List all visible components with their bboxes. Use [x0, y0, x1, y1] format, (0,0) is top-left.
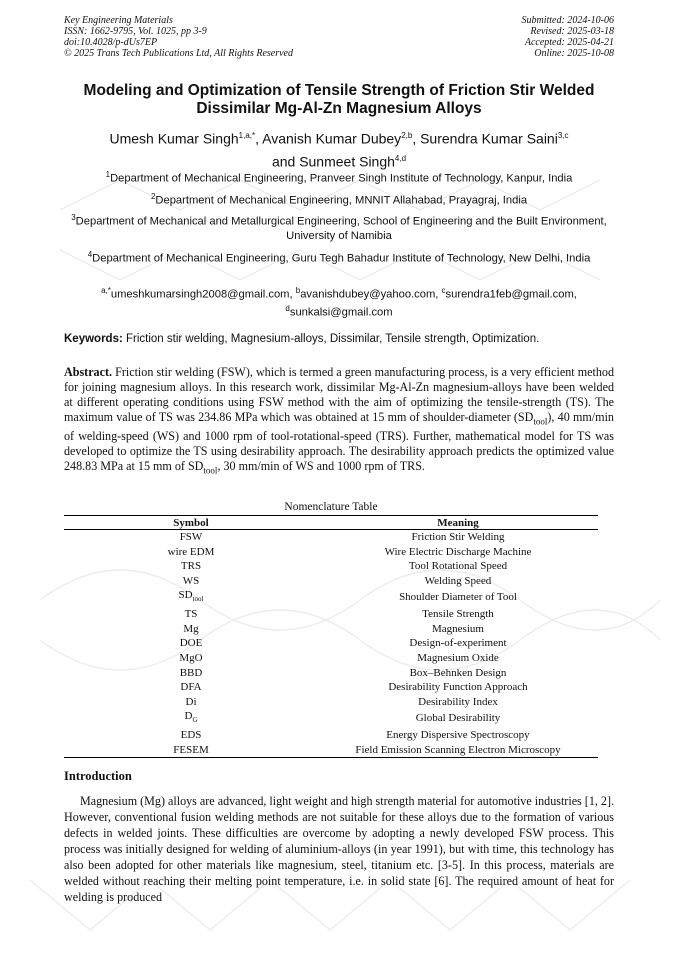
online-date: Online: 2025-10-08: [534, 48, 614, 59]
meaning-cell: Shoulder Diameter of Tool: [399, 591, 517, 604]
symbol-cell: TS: [184, 608, 198, 621]
symbol-cell: [64, 709, 318, 728]
author-1-marker: 1,a,*: [238, 131, 256, 140]
symbol-cell: BBD: [179, 666, 203, 679]
symbol-cell: Mg: [183, 622, 199, 635]
email-4-marker: d: [285, 303, 290, 313]
nomenclature-caption: Nomenclature Table: [284, 501, 378, 513]
affiliation-2-number: 2: [150, 192, 156, 201]
journal-doi[interactable]: doi:10.4028/p-dUs7EP: [64, 37, 158, 48]
author-conjunction: and: [271, 153, 296, 170]
keywords-text: Friction stir welding, Magnesium-alloys, Dissimilar, Tensile strength, Optimization.: [126, 333, 540, 345]
abstract-subscript-2: tool: [203, 465, 218, 476]
author-2: Avanish Kumar Dubey: [262, 130, 402, 147]
abstract-text-1: Friction stir welding (FSW), which is termed a green manufacturing process, is a very efficient method for joining magnesium alloys. In this research work, dissimilar Mg-Al-Zn magnesium-alloys have been welded at different operating conditions using FSW method with the aim of optimizing the tensile-strength (TS). The maximum value of TS was 234.86 MPa which was obtained at 15 mm of shoulder-diameter (SD: [64, 365, 614, 424]
author-list: Umesh Kumar Singh$^{1,a,*}$, Avanish Kumar Dubey$^{2,b}$, Surendra Kumar Saini$^{3,c}$ and Sunmeet Singh$^{4,d}$: [109, 130, 569, 170]
column-header-meaning: Meaning: [318, 516, 598, 530]
author-1: Umesh Kumar Singh: [109, 130, 239, 147]
symbol-cell: DOE: [179, 637, 203, 650]
submitted-date: Submitted: 2024-10-06: [521, 15, 614, 26]
email-3-marker: c: [441, 286, 446, 295]
symbol-cell: DFA: [180, 681, 202, 694]
meaning-cell: Tensile Strength: [422, 608, 494, 621]
author-emails: [64, 284, 614, 319]
journal-info: [64, 15, 293, 59]
affiliation-1-text: Department of Mechanical Engineering, Pranveer Singh Institute of Technology, Kanpur, India: [110, 172, 573, 185]
symbol-base: SD: [178, 589, 193, 602]
email-3[interactable]: surendra1feb@gmail.com,: [445, 288, 577, 301]
meaning-cell: Wire Electric Discharge Machine: [384, 545, 532, 558]
symbol-cell: TRS: [180, 560, 202, 573]
symbol-cell: [64, 588, 318, 607]
symbol-cell: WS: [182, 574, 200, 587]
introduction-paragraph: Magnesium (Mg) alloys are advanced, light weight and high strength material for automotive industries [1, 2]. However, conventional fusion welding methods are not suitable for these alloys due to the formation of various defects in welded joints. These difficulties are overcome by adopting a newly developed FSW process. This process was initially designed for welding of aluminium-alloys (in year 1991), but with time, this technology has also been adopted for other materials like magnesium, steel, titanium etc. [3-5]. In this process, materials are welded without reaching their melting point temperature, i.e. in solid state [6]. The required amount of heat for welding is produced: [64, 794, 615, 904]
journal-name: Key Engineering Materials: [64, 15, 173, 26]
symbol-cell: FESEM: [64, 743, 318, 758]
email-4[interactable]: sunkalsi@gmail.com: [289, 306, 393, 319]
affiliation-3: [64, 211, 614, 243]
meaning-cell: Field Emission Scanning Electron Microscopy: [318, 743, 598, 758]
affiliation-4: [64, 248, 614, 266]
author-4-marker: 4,d: [394, 153, 407, 163]
symbol-cell: MgO: [179, 651, 203, 664]
table-row: [64, 695, 598, 710]
table-row: [64, 588, 598, 607]
author-2-marker: 2,b: [401, 131, 413, 140]
title-line-1: Modeling and Optimization of Tensile Strength of Friction Stir Welded: [83, 82, 595, 99]
abstract: [64, 365, 614, 479]
symbol-cell: Di: [185, 695, 197, 708]
affiliation-1-number: 1: [105, 170, 111, 179]
email-1-marker: a,*: [101, 286, 111, 295]
affiliation-3-number: 3: [71, 213, 76, 222]
author-3-marker: 3,c: [557, 131, 569, 140]
nomenclature-table: [64, 515, 598, 758]
author-4: Sunmeet Singh: [299, 153, 395, 170]
table-row: [64, 709, 598, 728]
meaning-cell: Tool Rotational Speed: [408, 560, 508, 573]
table-row: [64, 651, 598, 666]
section-heading-introduction: Introduction: [64, 769, 132, 783]
affiliation-2-text: Department of Mechanical Engineering, MNNIT Allahabad, Prayagraj, India: [155, 194, 528, 207]
table-row: [64, 607, 598, 622]
email-2-marker: b: [295, 286, 301, 295]
meaning-cell: Energy Dispersive Spectroscopy: [386, 729, 530, 742]
table-row: [64, 545, 598, 560]
table-row: [64, 574, 598, 589]
column-header-symbol: Symbol: [64, 516, 318, 530]
meaning-cell: Friction Stir Welding: [411, 531, 505, 543]
abstract-text-2: ), 40 mm/min of welding-speed (WS) and 1000 rpm of tool-rotational-speed (TRS). Further, mathematical model for TS was developed to optimize the TS using desirability approach. The desirability approach predicts the optimized value 248.83 MPa at 15 mm of SD: [64, 410, 614, 474]
affiliation-3-text: Department of Mechanical and Metallurgical Engineering, School of Engineering and the Built Environment, University of Namibia: [75, 215, 607, 242]
keywords-label: Keywords:: [64, 333, 123, 345]
table-row: [64, 530, 598, 545]
paper-title: [64, 82, 614, 118]
meaning-cell: Global Desirability: [415, 712, 501, 725]
affiliation-4-number: 4: [87, 250, 93, 259]
table-row: [64, 666, 598, 681]
meaning-cell: Magnesium Oxide: [417, 651, 499, 664]
affiliation-2: [64, 190, 614, 208]
affiliation-4-text: Department of Mechanical Engineering, Guru Tegh Bahadur Institute of Technology, New Delhi, India: [92, 252, 591, 265]
keywords: [64, 332, 614, 346]
email-2[interactable]: avanishdubey@yahoo.com,: [300, 288, 439, 301]
email-1[interactable]: umeshkumarsingh2008@gmail.com,: [110, 288, 293, 301]
abstract-label: Abstract.: [64, 365, 113, 379]
meaning-cell: Magnesium: [432, 622, 484, 635]
table-row: [64, 680, 598, 695]
journal-issn: ISSN: 1662-9795, Vol. 1025, pp 3-9: [64, 26, 207, 37]
abstract-subscript-1: tool: [533, 416, 548, 427]
symbol-subscript: G: [192, 716, 198, 725]
symbol-base: D: [184, 710, 193, 723]
meaning-cell: Welding Speed: [424, 574, 492, 587]
revised-date: Revised: 2025-03-18: [530, 26, 614, 37]
table-row: [64, 622, 598, 637]
table-row: [64, 728, 598, 743]
title-line-2: Dissimilar Mg-Al-Zn Magnesium Alloys: [196, 100, 482, 117]
accepted-date: Accepted: 2025-04-21: [524, 37, 614, 48]
author-3: Surendra Kumar Saini: [420, 130, 558, 147]
publication-dates: [522, 15, 615, 59]
table-row: [64, 743, 598, 758]
meaning-cell: Desirability Function Approach: [388, 681, 528, 694]
symbol-subscript: tool: [192, 595, 204, 604]
abstract-text-3: , 30 mm/min of WS and 1000 rpm of TRS.: [217, 459, 425, 474]
copyright: © 2025 Trans Tech Publications Ltd, All Rights Reserved: [64, 48, 293, 59]
affiliation-1: [64, 168, 614, 186]
meaning-cell: Desirability Index: [418, 695, 498, 708]
symbol-cell: wire EDM: [167, 545, 215, 558]
table-row: [64, 559, 598, 574]
symbol-cell: EDS: [180, 729, 202, 742]
table-row: [64, 636, 598, 651]
meaning-cell: Design-of-experiment: [409, 637, 507, 650]
table-header-row: [64, 516, 598, 530]
symbol-cell: FSW: [179, 531, 203, 543]
meaning-cell: Box–Behnken Design: [409, 666, 507, 679]
